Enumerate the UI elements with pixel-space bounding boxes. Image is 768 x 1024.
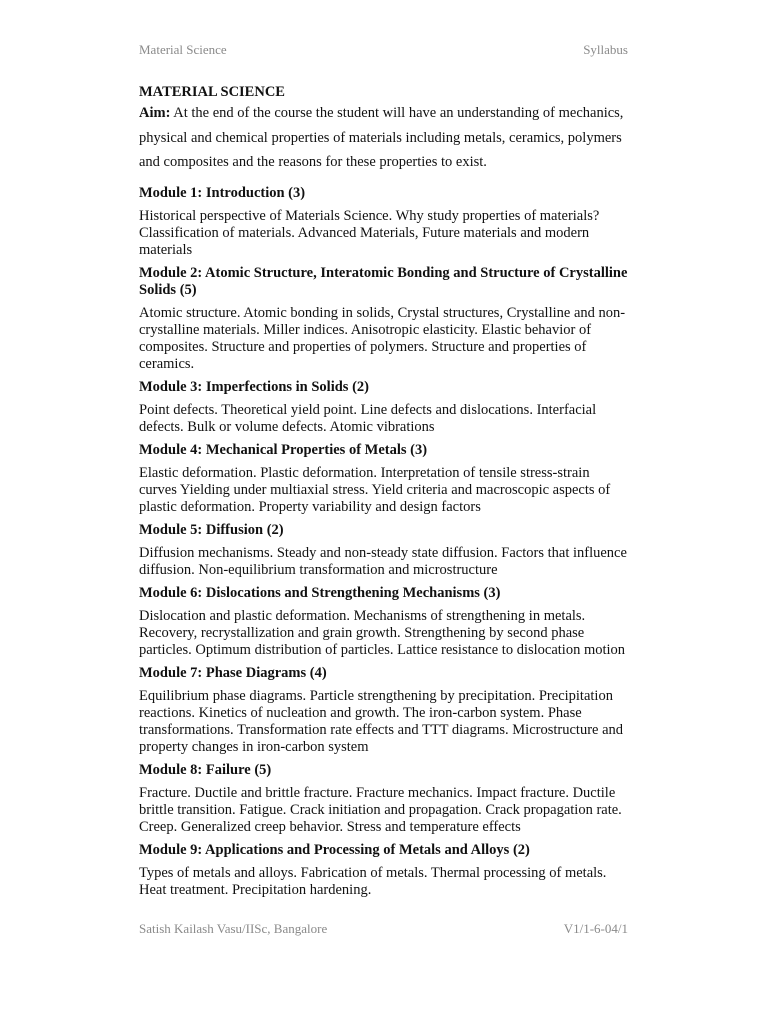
module-description: Equilibrium phase diagrams. Particle strengthening by precipitation. Precipitation reactions. Kinetics of nucleation and growth. The iron-carbon system. Phase transformations. Transformation rate effects and TTT diagrams. Microstructure and property changes in iron-carbon system <box>139 687 624 755</box>
module-section <box>139 522 631 579</box>
module-description: Point defects. Theoretical yield point. Line defects and dislocations. Interfacial defects. Bulk or volume defects. Atomic vibrations <box>139 401 597 435</box>
module-heading: Module 6: Dislocations and Strengthening Mechanisms (3) <box>139 584 501 601</box>
module-heading: Module 5: Diffusion (2) <box>139 521 284 538</box>
module-section <box>139 442 631 516</box>
footer-author: Satish Kailash Vasu/IISc, Bangalore <box>139 921 328 936</box>
module-section <box>139 585 631 659</box>
module-heading: Module 2: Atomic Structure, Interatomic Bonding and Structure of Crystalline Solids (5) <box>139 264 628 298</box>
aim-text: At the end of the course the student will have an understanding of mechanics, physical and chemical properties of materials including metals, ceramics, polymers and composites and the reasons for these properties to exist. <box>139 105 624 170</box>
module-heading: Module 9: Applications and Processing of Metals and Alloys (2) <box>139 841 530 858</box>
module-description: Diffusion mechanisms. Steady and non-steady state diffusion. Factors that influence diffusion. Non-equilibrium transformation and microstructure <box>139 544 627 578</box>
module-section <box>139 842 631 899</box>
module-description: Atomic structure. Atomic bonding in solids, Crystal structures, Crystalline and non-crystalline materials. Miller indices. Anisotropic elasticity. Elastic behavior of composites. Structure and properties of polymers. Structure and properties of ceramics. <box>139 304 626 372</box>
module-section <box>139 762 631 836</box>
module-heading: Module 4: Mechanical Properties of Metals (3) <box>139 441 428 458</box>
page-footer <box>139 921 628 937</box>
module-heading: Module 8: Failure (5) <box>139 761 272 778</box>
module-heading: Module 7: Phase Diagrams (4) <box>139 664 327 681</box>
footer-version: V1/1-6-04/1 <box>563 921 628 936</box>
aim-label: Aim: <box>139 105 171 121</box>
header-doc-type: Syllabus <box>583 42 628 57</box>
module-description: Elastic deformation. Plastic deformation. Interpretation of tensile stress-strain curves Yielding under multiaxial stress. Yield criteria and macroscopic aspects of plastic deformation. Property variability and design factors <box>139 464 611 515</box>
module-description: Historical perspective of Materials Science. Why study properties of materials? Classification of materials. Advanced Materials, Future materials and modern materials <box>139 207 600 258</box>
module-heading: Module 3: Imperfections in Solids (2) <box>139 378 369 395</box>
module-description: Types of metals and alloys. Fabrication of metals. Thermal processing of metals. Heat treatment. Precipitation hardening. <box>139 864 607 898</box>
module-section <box>139 379 631 436</box>
module-section <box>139 665 631 756</box>
module-description: Dislocation and plastic deformation. Mechanisms of strengthening in metals. Recovery, recrystallization and grain growth. Strengthening by second phase particles. Optimum distribution of particles. Lattice resistance to dislocation motion <box>139 607 626 658</box>
aim-paragraph <box>139 101 631 175</box>
module-section <box>139 265 631 373</box>
module-description: Fracture. Ductile and brittle fracture. Fracture mechanics. Impact fracture. Ductile brittle transition. Fatigue. Crack initiation and propagation. Crack propagation rate. Creep. Generalized creep behavior. Stress and temperature effects <box>139 784 622 835</box>
module-list <box>139 185 631 899</box>
page-header <box>139 42 628 58</box>
module-section <box>139 185 631 259</box>
header-course-name: Material Science <box>139 42 227 57</box>
module-heading: Module 1: Introduction (3) <box>139 184 306 201</box>
document-title: MATERIAL SCIENCE <box>139 84 285 100</box>
document-content <box>139 83 631 905</box>
